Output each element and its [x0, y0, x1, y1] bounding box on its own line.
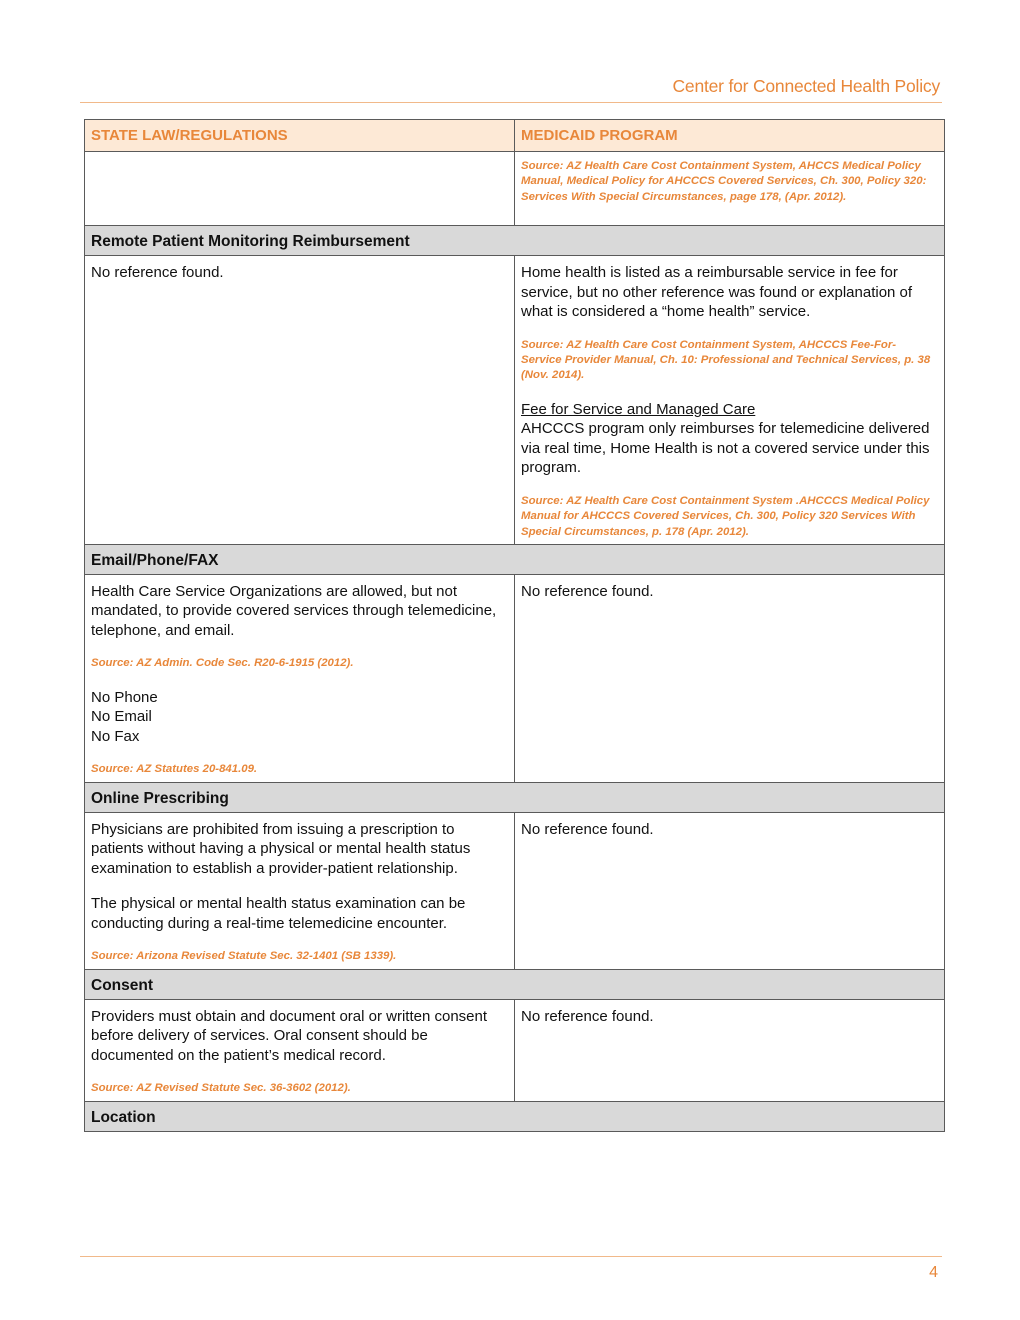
- table-cell: [85, 574, 515, 782]
- body-text: [91, 688, 508, 747]
- table-row: [85, 812, 945, 969]
- section-row-rpm: [85, 226, 945, 256]
- body-text: No reference found.: [521, 1007, 654, 1025]
- policy-table: [84, 119, 945, 1132]
- body-text: Providers must obtain and document oral or written consent before delivery of services. Oral consent should be documented on the patient’s medical record.: [91, 1007, 488, 1064]
- table-cell: [85, 256, 515, 545]
- header-title: Center for Connected Health Policy: [672, 76, 940, 96]
- source-citation: Source: AZ Health Care Cost Containment System .AHCCCS Medical Policy Manual for AHCCCS Covered Services, Ch. 300, Policy 320 Services With Special Circumstances, p. 178 (Apr. 2012).: [521, 494, 930, 538]
- section-title-rpm: Remote Patient Monitoring Reimbursement: [85, 226, 945, 256]
- section-title-consent: Consent: [85, 969, 945, 999]
- table-row: [85, 574, 945, 782]
- section-title-online: Online Prescribing: [85, 782, 945, 812]
- body-text: No reference found.: [91, 264, 224, 281]
- table-cell: [85, 812, 515, 969]
- subheading: Fee for Service and Managed Care: [521, 400, 756, 418]
- table-cell: [515, 152, 945, 226]
- footer-divider: [80, 1256, 942, 1257]
- body-text: Physicians are prohibited from issuing a prescription to patients without having a physical or mental health status examination to establish a provider-patient relationship.: [91, 820, 471, 877]
- list-item: No Email: [91, 708, 152, 726]
- section-row-consent: [85, 969, 945, 999]
- source-citation: Source: AZ Admin. Code Sec. R20-6-1915 (2012).: [91, 657, 354, 670]
- table-cell: [515, 256, 945, 545]
- section-title-email: Email/Phone/FAX: [85, 544, 945, 574]
- source-citation: Source: AZ Health Care Cost Containment System, AHCCCS Fee-For- Service Provider Manual, Ch. 10: Professional and Technical Services, p. 38 (Nov. 2014).: [521, 338, 931, 382]
- body-text: No reference found.: [521, 820, 654, 838]
- table-row: [85, 999, 945, 1101]
- table-row: [85, 256, 945, 545]
- section-row-email: [85, 544, 945, 574]
- column-header-state-law: STATE LAW/REGULATIONS: [85, 120, 515, 152]
- table-row: [85, 152, 945, 226]
- column-header-medicaid: MEDICAID PROGRAM: [515, 120, 945, 152]
- list-item: No Fax: [91, 727, 140, 745]
- source-citation: Source: AZ Statutes 20-841.09.: [91, 763, 258, 776]
- body-text: Home health is listed as a reimbursable service in fee for service, but no other reference was found or explanation of what is considered a “home health” service.: [521, 264, 913, 320]
- body-text: The physical or mental health status examination can be conducting during a real-time telemedicine encounter.: [91, 895, 466, 932]
- section-row-location: [85, 1101, 945, 1131]
- table-cell: [515, 574, 945, 782]
- table-cell-empty: [85, 152, 515, 226]
- body-text: Health Care Service Organizations are allowed, but not mandated, to provide covered services through telemedicine, telephone, and email.: [91, 582, 497, 639]
- source-citation: Source: AZ Revised Statute Sec. 36-3602 (2012).: [91, 1082, 351, 1095]
- source-citation: Source: AZ Health Care Cost Containment System, AHCCS Medical Policy Manual, Medical Policy for AHCCCS Covered Services, Ch. 300, Policy 320: Services With Special Circumstances, page 178, (Apr. 2012).: [521, 160, 927, 203]
- page-number: 4: [929, 1264, 938, 1281]
- body-text: AHCCCS program only reimburses for telemedicine delivered via real time, Home Health is not a covered service under this program.: [521, 420, 930, 477]
- section-row-online: [85, 782, 945, 812]
- table-cell: [515, 999, 945, 1101]
- header-divider: [80, 102, 942, 103]
- table-cell: [85, 999, 515, 1101]
- table-cell: [515, 812, 945, 969]
- body-text: No reference found.: [521, 582, 654, 600]
- section-title-location: Location: [85, 1101, 945, 1131]
- list-item: No Phone: [91, 688, 158, 706]
- table-header-row: [85, 120, 945, 152]
- source-citation: Source: Arizona Revised Statute Sec. 32-1401 (SB 1339).: [91, 950, 397, 963]
